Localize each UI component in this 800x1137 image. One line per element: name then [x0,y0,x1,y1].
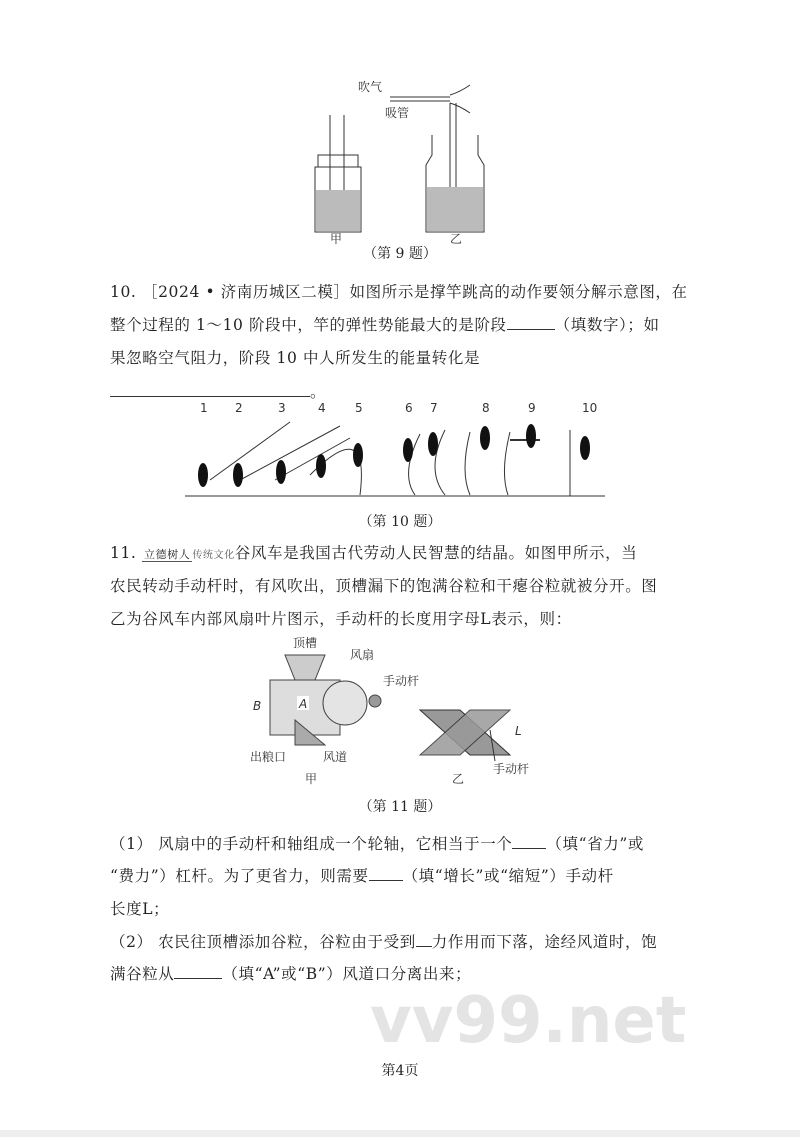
q11-line-3: 乙为谷风车内部风扇叶片图示，手动杆的长度用字母L表示，则： [110,610,572,628]
stage-label-1: 1 [200,401,208,415]
q11-text-1: 谷风车是我国古代劳动人民智慧的结晶。如图甲所示，当 [234,544,638,562]
stage-label-2: 2 [235,401,243,415]
q11-sub2-line-2 [110,962,471,984]
page-number: 第4页 [381,1063,419,1079]
answer-blank [110,382,310,397]
athlete-silhouette [580,436,590,460]
figure-10-pole-vault [180,400,620,500]
athlete-silhouette [403,438,413,462]
figure-11 [245,635,555,787]
tag-traditional-culture: 传统文化 [192,550,235,561]
q11-line-2: 农民转动手动杆时，有风吹出，顶槽漏下的饱满谷粒和干瘪谷粒就被分开。图 [110,577,658,595]
figure-10-caption: （第 10 题） [358,514,442,530]
label-A: A [299,697,308,711]
text: 力作用而下落，途经风道时，饱 [431,933,658,951]
question-number: 11. [110,544,137,562]
figure-9 [300,75,500,245]
athlete-silhouette [233,463,243,487]
page-edge [0,1130,800,1137]
bottle-jia [315,115,361,232]
label-handle-2: 手动杆 [493,762,530,776]
stage-label-10: 10 [582,401,598,415]
text: （2） 农民往顶槽添加谷粒，谷粒由于受到 [110,933,416,951]
q10-text-2a: 整个过程的 1～10 阶段中，竿的弹性势能最大的是阶段 [110,316,507,334]
answer-blank [369,866,403,881]
label-top-trough: 顶槽 [293,636,318,650]
text: （填“增长”或“缩短”）手动杆 [402,867,614,885]
q11-sub2-line-1 [110,930,657,952]
straw-label: 吸管 [385,106,410,120]
figure-9-caption: （第 9 题） [363,246,437,262]
q11-sub1-line-1 [110,832,644,854]
text: 满谷粒从 [110,965,175,983]
stage-label-5: 5 [355,401,363,415]
text: （填“A”或“B”）风道口分离出来； [222,965,472,983]
label-jia: 甲 [305,772,318,786]
answer-blank [416,932,432,947]
text: （1） 风扇中的手动杆和轴组成一个轮轴，它相当于一个 [110,835,513,853]
athlete-silhouette [198,463,208,487]
q10-line-2 [110,313,660,335]
athlete-silhouette [526,424,536,448]
q11-line-1 [110,541,637,563]
q11-sub1-line-2 [110,864,614,886]
bottle-yi [426,103,484,232]
jia-label: 甲 [330,232,343,245]
stage-label-7: 7 [430,401,438,415]
label-handle: 手动杆 [383,674,420,688]
fan-blades-illustration [420,710,510,761]
text: “费力”）杠杆。为了更省力，则需要 [110,867,369,885]
q10-text-2b: （填数字）；如 [554,316,660,334]
watermark: vv99.net [370,984,687,1058]
stage-label-8: 8 [482,401,490,415]
stage-label-3: 3 [278,401,286,415]
blow-label: 吹气 [358,80,383,94]
answer-blank [512,834,546,849]
period: 。 [310,383,327,401]
answer-blank [174,964,222,979]
label-L: L [515,724,522,738]
tag-lide-shuren: 立德树人 [143,548,191,561]
q10-line-4 [110,380,326,402]
text: （填“省力”或 [546,835,644,853]
stage-label-9: 9 [528,401,536,415]
athlete-silhouette [480,426,490,450]
label-fan: 风扇 [350,648,375,662]
athlete-silhouette [353,443,363,467]
q10-line-1: 10. ［2024 • 济南历城区二模］如图所示是撑竿跳高的动作要领分解示意图，在 [110,283,688,301]
answer-blank [507,315,555,330]
stage-label-6: 6 [405,401,413,415]
q11-sub1-line-3: 长度L； [110,900,170,918]
athlete-silhouette [428,432,438,456]
yi-label: 乙 [450,232,463,245]
winnower-illustration [270,655,381,745]
athlete-silhouette [316,454,326,478]
label-duct: 风道 [323,750,348,764]
q10-line-3: 果忽略空气阻力，阶段 10 中人所发生的能量转化是 [110,349,481,367]
label-B: B [253,699,262,713]
athlete-silhouette [276,460,286,484]
label-outlet: 出粮口 [250,750,287,764]
figure-11-caption: （第 11 题） [358,799,442,815]
label-yi: 乙 [452,772,465,786]
stage-label-4: 4 [318,401,326,415]
